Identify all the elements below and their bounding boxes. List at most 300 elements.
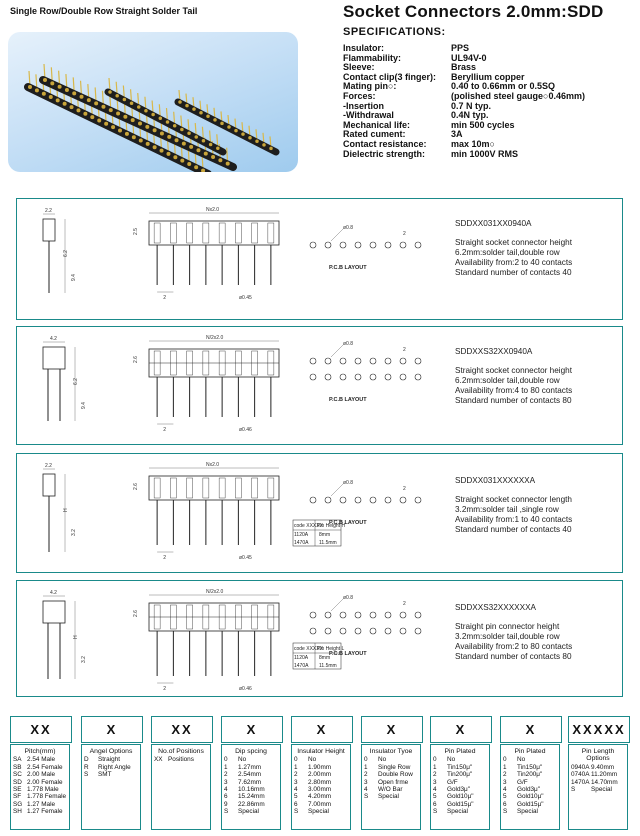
option-code: 3 — [294, 778, 298, 786]
spec-value: max 10m○ — [451, 138, 495, 149]
pcb-hole — [340, 628, 346, 634]
header-contact — [144, 109, 148, 113]
front-view-body — [149, 476, 279, 500]
option-code: 0940A — [571, 763, 590, 771]
code-options-title: Dip spcing — [235, 748, 267, 755]
description-line: 3.2mm:solder tail,double row — [455, 632, 560, 641]
code-option — [433, 786, 487, 793]
option-code: 6 — [294, 800, 298, 808]
front-view-contact — [235, 223, 241, 243]
header-contact — [87, 98, 91, 102]
table-cell: 11.5mm — [319, 663, 337, 669]
pcb-hole — [385, 358, 391, 364]
option-label: Positions — [168, 756, 194, 764]
panel-1-text — [455, 219, 572, 278]
header-contact — [160, 149, 164, 153]
dim-pcb-pitch: 2 — [403, 486, 406, 492]
option-code: R — [84, 763, 89, 771]
header-contact — [63, 102, 67, 106]
header-contact — [173, 155, 177, 159]
dim-height-2: 9.4 — [71, 274, 77, 281]
code-option — [433, 764, 487, 771]
code-options-box — [430, 744, 490, 830]
header-contact — [83, 112, 87, 116]
header-contact — [65, 88, 69, 92]
option-label: Tin200μ" — [517, 771, 543, 779]
option-code: 3 — [433, 778, 437, 786]
header-contact — [248, 136, 252, 140]
code-option — [13, 786, 67, 793]
pcb-hole — [400, 358, 406, 364]
code-options-box — [151, 744, 211, 830]
code-options-title: Pin Length Options — [581, 748, 615, 763]
description-line: Straight socket connector height — [455, 366, 572, 375]
code-option — [571, 764, 625, 771]
code-option — [294, 808, 348, 815]
header-contact — [192, 107, 196, 111]
code-options-box — [81, 744, 141, 830]
pcb-hole — [385, 628, 391, 634]
code-options-title: Pitch(mm) — [24, 748, 56, 755]
header-contact — [125, 132, 129, 136]
connector-photo-illustration — [8, 32, 298, 172]
option-code: 4 — [364, 786, 368, 794]
code-option — [364, 779, 418, 786]
header-contact — [130, 102, 134, 106]
part-number: SDDXX031XXXXXXA — [455, 476, 536, 485]
header-contact — [159, 117, 163, 121]
header-contact — [101, 105, 105, 109]
header-contact — [199, 111, 203, 115]
option-label: 7.62mm — [238, 778, 262, 786]
option-code: S — [294, 808, 299, 816]
spec-label: Contact resistance: — [343, 138, 427, 149]
drawing-panel-1 — [16, 198, 623, 320]
panel-2-text — [455, 347, 572, 406]
code-options-title: Angel Options — [89, 748, 133, 755]
option-label: No — [447, 756, 456, 764]
header-contact — [97, 118, 101, 122]
front-view-contact — [252, 478, 258, 498]
dim-pin-diameter: ø0.46 — [239, 427, 252, 433]
code-option — [571, 786, 625, 793]
header-contact — [226, 162, 230, 166]
header-contact — [146, 142, 150, 146]
pcb-hole — [415, 628, 421, 634]
header-contact — [185, 104, 189, 108]
header-contact — [234, 129, 238, 133]
option-code: SC — [13, 771, 22, 779]
pcb-hole — [325, 358, 331, 364]
code-options-box — [221, 744, 281, 830]
option-label: 2.54mm — [238, 771, 262, 779]
spec-value: PPS — [451, 43, 470, 53]
spec-value: 0.40 to 0.66mm or 0.5SQ — [451, 81, 556, 92]
pcb-hole — [400, 374, 406, 380]
option-code: 1 — [503, 763, 507, 771]
drawing-group — [43, 335, 421, 433]
option-code: S — [571, 786, 576, 794]
dim-total-length: Nx2.0 — [206, 462, 220, 468]
code-option — [13, 771, 67, 778]
option-code: 6 — [224, 793, 228, 801]
option-label: W/O Bar — [378, 786, 403, 794]
pcb-hole — [370, 497, 376, 503]
option-code: 5 — [503, 793, 507, 801]
option-code: S — [433, 808, 438, 816]
header-contact — [167, 135, 171, 139]
dim-total-length: N/2x2.0 — [206, 589, 224, 595]
option-code: 3 — [224, 778, 228, 786]
dim-pitch: 2 — [163, 555, 167, 561]
table-header: code XXXXX — [294, 523, 323, 529]
header-contact — [90, 115, 94, 119]
dim-height-1: H — [63, 508, 69, 512]
header-contact — [76, 108, 80, 112]
description-line: Straight socket connector height — [455, 238, 572, 247]
pcb-hole — [385, 242, 391, 248]
pcb-hole — [400, 628, 406, 634]
code-option — [503, 779, 557, 786]
table-cell: 1470A — [294, 663, 309, 669]
code-option — [294, 764, 348, 771]
option-label: No — [238, 756, 247, 764]
option-code: 0740A — [571, 771, 590, 779]
code-option — [224, 808, 278, 815]
option-code: 4 — [224, 786, 228, 794]
code-box: X — [361, 716, 423, 743]
option-label: Straight — [98, 756, 121, 764]
dim-height-2: 3.2 — [81, 656, 87, 663]
front-view-contact — [203, 223, 209, 243]
code-option — [224, 779, 278, 786]
option-label: Open frme — [378, 778, 409, 786]
header-contact — [123, 115, 127, 119]
dim-pcb-pitch: 2 — [403, 347, 406, 353]
option-code: SF — [13, 793, 22, 801]
pcb-hole — [370, 242, 376, 248]
drawing-group — [43, 589, 421, 692]
header-contact — [211, 155, 215, 159]
option-label: 2.00mm — [308, 771, 332, 779]
specifications-list — [343, 44, 638, 159]
option-label: Single Row — [378, 763, 411, 771]
pcb-hole — [415, 374, 421, 380]
option-label: 4.20mm — [308, 793, 332, 801]
option-code: 5 — [433, 793, 437, 801]
option-label: Double Row — [378, 771, 413, 779]
pcb-hole — [415, 358, 421, 364]
option-code: S — [224, 808, 229, 816]
code-box: X — [81, 716, 143, 743]
dim-hole: ø0.8 — [343, 225, 354, 231]
code-option — [571, 771, 625, 778]
option-label: No — [308, 756, 317, 764]
pcb-hole — [310, 374, 316, 380]
description-line: Standard number of contacts 80 — [455, 652, 572, 661]
code-option — [364, 756, 418, 763]
option-label: 3.00mm — [308, 786, 332, 794]
dim-side: 2.6 — [133, 483, 139, 490]
code-options-box — [568, 744, 628, 830]
code-option — [503, 756, 557, 763]
pcb-hole — [355, 497, 361, 503]
code-box: X — [291, 716, 353, 743]
part-number: SDDXX031XX0940A — [455, 219, 532, 228]
option-label: Special — [517, 808, 538, 816]
code-option — [84, 771, 138, 778]
option-label: 2.00 Male — [27, 771, 56, 779]
option-code: SE — [13, 786, 22, 794]
option-code: 3 — [503, 778, 507, 786]
option-label: Special — [447, 808, 468, 816]
option-code: 2 — [224, 771, 228, 779]
side-view-body — [43, 219, 55, 241]
dim-hole: ø0.8 — [343, 480, 354, 486]
code-option — [224, 771, 278, 778]
pcb-hole — [370, 358, 376, 364]
code-option — [13, 779, 67, 786]
option-label: Special — [591, 786, 612, 794]
option-label: 2.54 Female — [27, 763, 63, 771]
dim-pin-diameter: ø0.45 — [239, 295, 252, 301]
spec-row — [343, 54, 638, 64]
description-line: Availability from:2 to 80 contacts — [455, 642, 573, 651]
option-code: 1 — [294, 763, 298, 771]
option-code: 2 — [294, 771, 298, 779]
option-label: Gold3μ" — [447, 786, 471, 794]
table-cell: 8mm — [319, 532, 331, 538]
header-contact — [187, 132, 191, 136]
part-number: SDDXXS32XXXXXXA — [455, 603, 537, 612]
pcb-hole — [370, 628, 376, 634]
option-code: 0 — [224, 756, 228, 764]
part-number: SDDXXS32XX0940A — [455, 347, 533, 356]
table-cell: 1120A — [294, 532, 309, 538]
spec-label: Rated cument: — [343, 129, 406, 140]
option-label: 9.40mm — [591, 763, 615, 771]
pcb-hole — [325, 242, 331, 248]
dimension-line — [331, 484, 343, 496]
option-label: G/F — [517, 778, 528, 786]
option-code: XX — [154, 756, 163, 764]
code-options-box — [361, 744, 421, 830]
header-contact — [70, 105, 74, 109]
header-contact — [35, 88, 39, 92]
description-line: Straight socket connector length — [455, 495, 572, 504]
header-contact — [94, 101, 98, 105]
pcb-hole — [415, 612, 421, 618]
description-line: Standard number of contacts 40 — [455, 268, 572, 277]
option-code: 1 — [364, 763, 368, 771]
code-option — [503, 764, 557, 771]
code-option — [294, 756, 348, 763]
spec-value: UL94V-0 — [451, 52, 487, 63]
code-option — [503, 793, 557, 800]
option-label: Gold10μ" — [517, 793, 544, 801]
code-option — [294, 793, 348, 800]
header-contact — [195, 135, 199, 139]
spec-value: 3A — [451, 129, 463, 140]
description-line: Standard number of contacts 80 — [455, 396, 572, 405]
code-option — [224, 786, 278, 793]
header-contact — [166, 120, 170, 124]
code-option — [503, 801, 557, 808]
header-contact — [206, 115, 210, 119]
code-option — [13, 793, 67, 800]
header-contact — [118, 129, 122, 133]
option-label: Tin150μ" — [517, 763, 543, 771]
description-line: Availability from:2 to 40 contacts — [455, 258, 573, 267]
pcb-hole — [310, 358, 316, 364]
header-contact — [49, 95, 53, 99]
option-label: 10.16mm — [238, 786, 265, 794]
pcb-hole — [370, 612, 376, 618]
option-label: 11.20mm — [591, 771, 618, 779]
code-option — [13, 764, 67, 771]
front-view-contact — [154, 478, 160, 498]
pcb-hole — [355, 242, 361, 248]
pcb-hole — [340, 612, 346, 618]
code-options-box — [10, 744, 70, 830]
option-code: SB — [13, 763, 22, 771]
front-view-contact — [219, 223, 225, 243]
dim-height-1: 6.2 — [63, 250, 69, 257]
front-view-contact — [268, 223, 274, 243]
header-contact — [104, 122, 108, 126]
code-box: X — [430, 716, 492, 743]
option-code: SA — [13, 756, 22, 764]
description-line: Straight pin connector height — [455, 622, 560, 631]
code-option — [433, 793, 487, 800]
pcb-hole — [325, 497, 331, 503]
table-header: Pin Height L — [317, 646, 345, 652]
pcb-hole — [310, 628, 316, 634]
panel-4-text — [455, 603, 572, 662]
option-code: 4 — [433, 786, 437, 794]
code-option — [503, 786, 557, 793]
option-label: 22.86mm — [238, 800, 265, 808]
table-cell: 8mm — [319, 655, 331, 661]
header-contact — [227, 125, 231, 129]
pcb-hole — [400, 242, 406, 248]
table-cell: 11.5mm — [319, 540, 337, 546]
pcb-hole — [340, 497, 346, 503]
drawing-panel-4 — [16, 580, 623, 697]
header-contact — [116, 111, 120, 115]
option-code: 0 — [433, 756, 437, 764]
code-option — [224, 764, 278, 771]
front-view-contact — [268, 478, 274, 498]
option-code: 1 — [224, 763, 228, 771]
front-view-contact — [187, 223, 193, 243]
code-option — [13, 808, 67, 815]
code-option — [84, 764, 138, 771]
table-cell: 1120A — [294, 655, 309, 661]
code-option — [224, 801, 278, 808]
option-label: Right Angle — [98, 763, 131, 771]
spec-label: Flammability: — [343, 52, 402, 63]
technical-drawing-2 — [21, 329, 461, 442]
option-label: No — [378, 756, 387, 764]
header-contact — [160, 132, 164, 136]
technical-drawing-3 — [21, 456, 461, 570]
code-option — [294, 779, 348, 786]
front-view-contact — [170, 478, 176, 498]
pcb-hole — [355, 628, 361, 634]
dim-pitch: 2 — [163, 295, 167, 301]
option-label: SMT — [98, 771, 112, 779]
description-line: Availability from:1 to 40 contacts — [455, 515, 573, 524]
side-view-body — [43, 601, 65, 623]
dimension-line — [331, 345, 343, 357]
header-contact — [153, 145, 157, 149]
code-options-title: Insulator Tyoe — [369, 748, 413, 755]
header-contact — [182, 142, 186, 146]
code-options-title: Insulator Height — [297, 748, 345, 755]
header-contact — [43, 78, 47, 82]
option-code: 0 — [503, 756, 507, 764]
option-label: Gold15μ" — [517, 800, 544, 808]
option-code: S — [84, 771, 89, 779]
spec-value: Beryllium copper — [451, 71, 525, 82]
option-code: 2 — [364, 771, 368, 779]
technical-drawing-1 — [21, 201, 461, 317]
pcb-hole — [415, 497, 421, 503]
option-code: 1470A — [571, 778, 590, 786]
pcb-layout-label: P.C.B LAYOUT — [329, 397, 367, 403]
spec-label: -Withdrawal — [343, 110, 394, 121]
header-contact — [111, 125, 115, 129]
dim-height-2: 9.4 — [81, 402, 87, 409]
short-single-row-header — [178, 90, 276, 152]
technical-drawing-4 — [21, 583, 461, 694]
option-label: Gold3μ" — [517, 786, 541, 794]
pcb-hole — [310, 612, 316, 618]
panel-3-text — [455, 476, 572, 535]
pcb-hole — [340, 358, 346, 364]
header-contact — [218, 158, 222, 162]
code-box: X — [500, 716, 562, 743]
option-code: 6 — [433, 800, 437, 808]
option-code: 9 — [224, 800, 228, 808]
header-contact — [72, 91, 76, 95]
header-contact — [58, 85, 62, 89]
spec-label: Contact clip(3 finger): — [343, 71, 437, 82]
header-contact — [56, 98, 60, 102]
header-contact — [50, 81, 54, 85]
front-view-contact — [170, 223, 176, 243]
option-label: 1.778 Male — [27, 786, 59, 794]
code-option — [364, 771, 418, 778]
dim-width: 2.2 — [45, 463, 52, 469]
header-contact — [196, 148, 200, 152]
pcb-hole — [355, 374, 361, 380]
header-contact — [216, 147, 220, 151]
option-code: 0 — [364, 756, 368, 764]
pcb-hole — [325, 374, 331, 380]
header-contact — [202, 139, 206, 143]
header-contact — [187, 162, 191, 166]
code-option — [433, 779, 487, 786]
option-label: 2.54 Male — [27, 756, 56, 764]
code-options-title: No.of Positions — [158, 748, 204, 755]
spec-label: Sleeve: — [343, 62, 375, 73]
option-code: D — [84, 756, 89, 764]
dim-height-1: H — [73, 635, 79, 639]
header-contact — [138, 122, 142, 126]
front-view-contact — [252, 223, 258, 243]
